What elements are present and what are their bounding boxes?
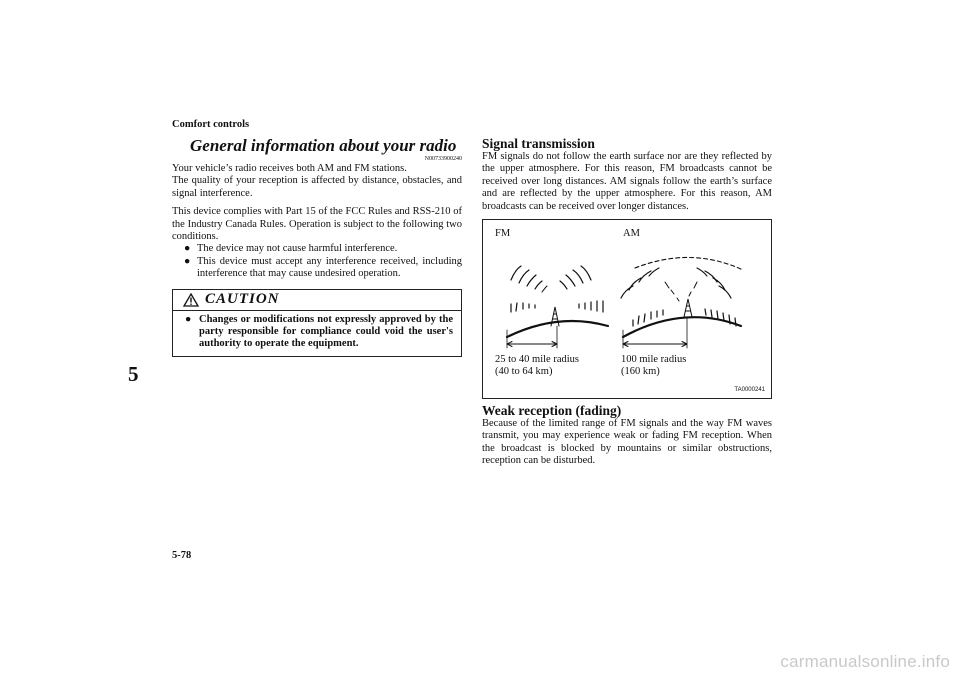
section-code: N00733900240: [424, 156, 462, 162]
fm-radius-line2: (40 to 64 km): [495, 366, 553, 378]
fm-label: FM: [495, 228, 511, 240]
bullet-icon: ●: [184, 255, 191, 267]
caution-title: CAUTION: [205, 291, 280, 308]
conditions-list: [172, 243, 462, 280]
signal-transmission-heading: Signal transmission: [482, 136, 595, 151]
list-item: ● The device may not cause harmful interference.: [184, 243, 398, 255]
bullet-icon: ●: [185, 313, 192, 325]
bullet-icon: ●: [184, 243, 191, 255]
weak-reception-heading: Weak reception (fading): [482, 403, 622, 419]
intro-paragraph-2: The quality of your reception is affected by distance, obstacles, and signal interference.: [172, 175, 462, 199]
section-header: Comfort controls: [172, 119, 250, 130]
caution-body: [173, 311, 461, 356]
am-radius-line2: (160 km): [621, 366, 660, 378]
watermark-link[interactable]: carmanualsonline.info: [780, 652, 950, 671]
figure-code: TA0000241: [734, 387, 765, 394]
weak-reception-text: Because of the limited range of FM signals and the way FM waves transmit, you may experience weak or fading FM reception. When the broadcast is blocked by mountains or similar obstructions, reception can be disturbed.: [482, 418, 772, 467]
page-title: General information about your radio: [190, 136, 457, 155]
intro-paragraph-1: Your vehicle’s radio receives both AM and FM stations.: [172, 163, 407, 174]
right-column: [482, 136, 772, 468]
list-item: ● Changes or modifications not expressly approved by the party responsible for compliance could void the user's authority to operate the equipment.: [185, 313, 453, 350]
am-radius-line1: 100 mile radius: [621, 354, 687, 366]
page-number: 5-78: [172, 550, 192, 561]
signal-transmission-text: FM signals do not follow the earth surface nor are they reflected by the upper atmosphere. For this reason, FM broadcasts cannot be received over long distances. AM signals follow the earth’s surface and are reflected by the upper atmosphere. For this reason, AM broadcasts can be received over longer distances.: [482, 151, 772, 212]
fcc-paragraph: This device complies with Part 15 of the FCC Rules and RSS-210 of the Industry Canada Rules. Operation is subject to the following two conditions.: [172, 206, 462, 243]
chapter-tab: 5: [128, 362, 139, 386]
radio-range-figure: [482, 219, 772, 399]
fm-radius-line1: 25 to 40 mile radius: [495, 354, 579, 366]
list-item: ● This device must accept any interference received, including interference that may cause undesired operation.: [184, 255, 462, 280]
left-column: [172, 136, 462, 357]
caution-header: [173, 290, 461, 311]
am-label: AM: [623, 228, 640, 240]
caution-box: [172, 289, 462, 357]
warning-triangle-icon: [183, 293, 199, 307]
